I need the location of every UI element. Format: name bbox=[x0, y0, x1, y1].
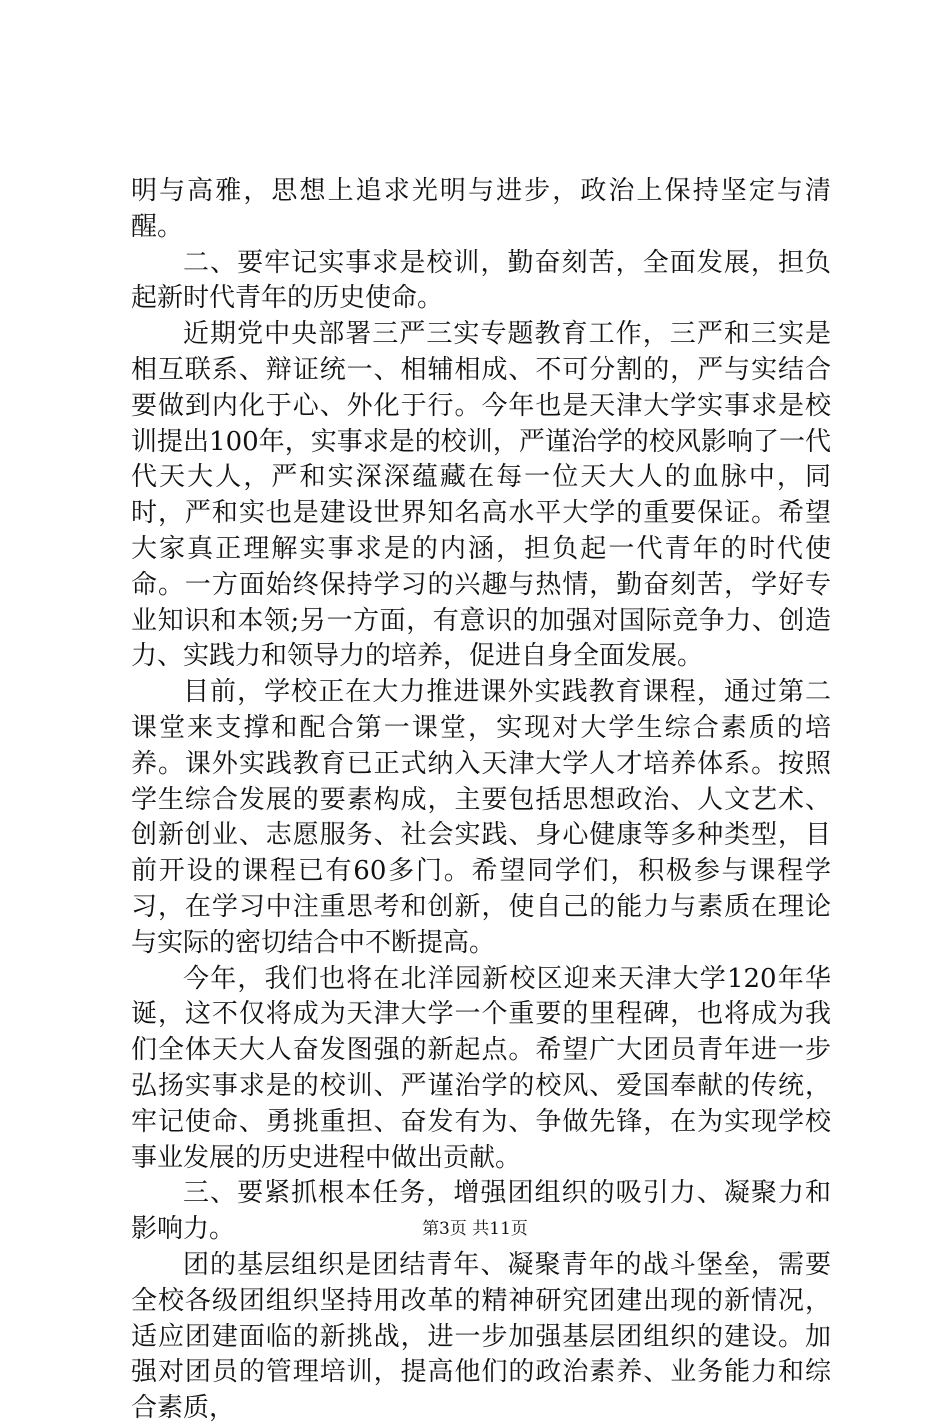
page-footer: 第3页 共11页 bbox=[422, 1219, 528, 1239]
paragraph-6-heading: 三、要紧抓根本任务，增强团组织的吸引力、凝聚力和影响力。 bbox=[131, 1178, 831, 1245]
paragraph-1: 明与高雅，思想上追求光明与进步，政治上保持坚定与清醒。 bbox=[131, 176, 831, 242]
paragraph-5: 今年，我们也将在北洋园新校区迎来天津大学120年华诞，这不仅将成为天津大学一个重要的里程碑，也将成为我们全体天大人奋发图强的新起点。希望广大团员青年进一步弘扬实事求是的校训、严谨治学的校风、爱国奉献的传统，牢记使命、勇挑重担、奋发有为、争做先锋，在为实现学校事业发展的历史进程中做出贡献。 bbox=[131, 963, 831, 1173]
paragraph-3: 近期党中央部署三严三实专题教育工作，三严和三实是相互联系、辩证统一、相辅相成、不可分割的，严与实结合要做到内化于心、外化于行。今年也是天津大学实事求是校训提出100年，实事求是的校训，严谨治学的校风影响了一代代天大人，严和实深深蕴藏在每一位天大人的血脉中，同时，严和实也是建设世界知名高水平大学的重要保证。希望大家真正理解实事求是的内涵，担负起一代青年的时代使命。一方面始终保持学习的兴趣与热情，勤奋刻苦，学好专业知识和本领;另一方面，有意识的加强对国际竞争力、创造力、实践力和领导力的培养，促进自身全面发展。 bbox=[131, 319, 831, 672]
paragraph-4: 目前，学校正在大力推进课外实践教育课程，通过第二课堂来支撑和配合第一课堂，实现对大学生综合素质的培养。课外实践教育已正式纳入天津大学人才培养体系。按照学生综合发展的要素构成，主要包括思想政治、人文艺术、创新创业、志愿服务、社会实践、身心健康等多种类型，目前开设的课程已有60多门。希望同学们，积极参与课程学习，在学习中注重思考和创新，使自己的能力与素质在理论与实际的密切结合中不断提高。 bbox=[131, 677, 831, 958]
paragraph-7: 团的基层组织是团结青年、凝聚青年的战斗堡垒，需要全校各级团组织坚持用改革的精神研究团建出现的新情况，适应团建面临的新挑战，进一步加强基层团组织的建设。加强对团员的管理培训，提高他们的政治素养、业务能力和综合素质， bbox=[131, 1249, 831, 1424]
paragraph-2-heading: 二、要牢记实事求是校训，勤奋刻苦，全面发展，担负起新时代青年的历史使命。 bbox=[131, 247, 831, 314]
